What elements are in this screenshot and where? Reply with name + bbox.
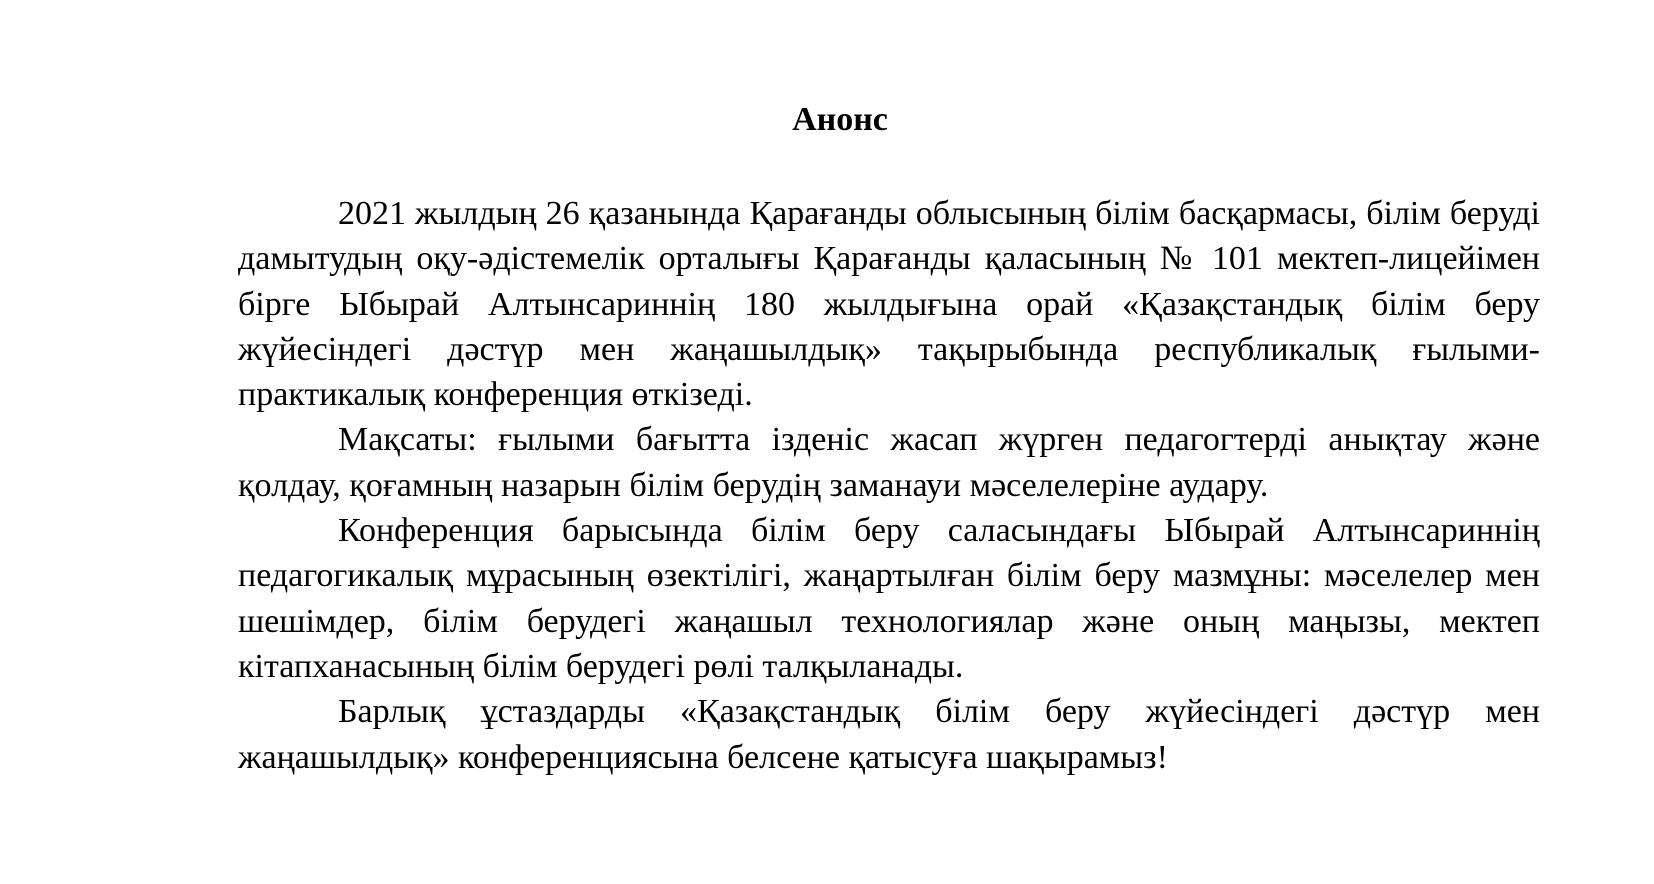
- paragraph-topics: Конференция барысында білім беру саласындағы Ыбырай Алтынсариннің педагогикалық мұрасының өзектілігі, жаңартылған білім беру мазмұны: мәселелер мен шешімдер, білім берудегі жаңашыл технологиялар және оның маңызы, мектеп кітапханасының білім берудегі рөлі талқыланады.: [238, 512, 1540, 685]
- paragraph-purpose: Мақсаты: ғылыми бағытта ізденіс жасап жүрген педагогтерді анықтау және қолдау, қоғамның назарын білім берудің заманауи мәселелеріне аудару.: [238, 421, 1540, 504]
- paragraph-announcement: 2021 жылдың 26 қазанында Қарағанды облысының білім басқармасы, білім беруді дамытудың оқу-әдістемелік орталығы Қарағанды қаласының № 101 мектеп-лицейімен бірге Ыбырай Алтынсариннің 180 жылдығына орай «Қазақстандық білім беру жүйесіндегі дәстүр мен жаңашылдық» тақырыбында республикалық ғылыми-практикалық конференция өткізеді.: [238, 195, 1540, 414]
- paragraph-invitation: Барлық ұстаздарды «Қазақстандық білім беру жүйесіндегі дәстүр мен жаңашылдық» конференциясына белсене қатысуға шақырамыз!: [238, 693, 1540, 776]
- document-title: Анонс: [792, 101, 888, 138]
- document-body: [238, 191, 1540, 780]
